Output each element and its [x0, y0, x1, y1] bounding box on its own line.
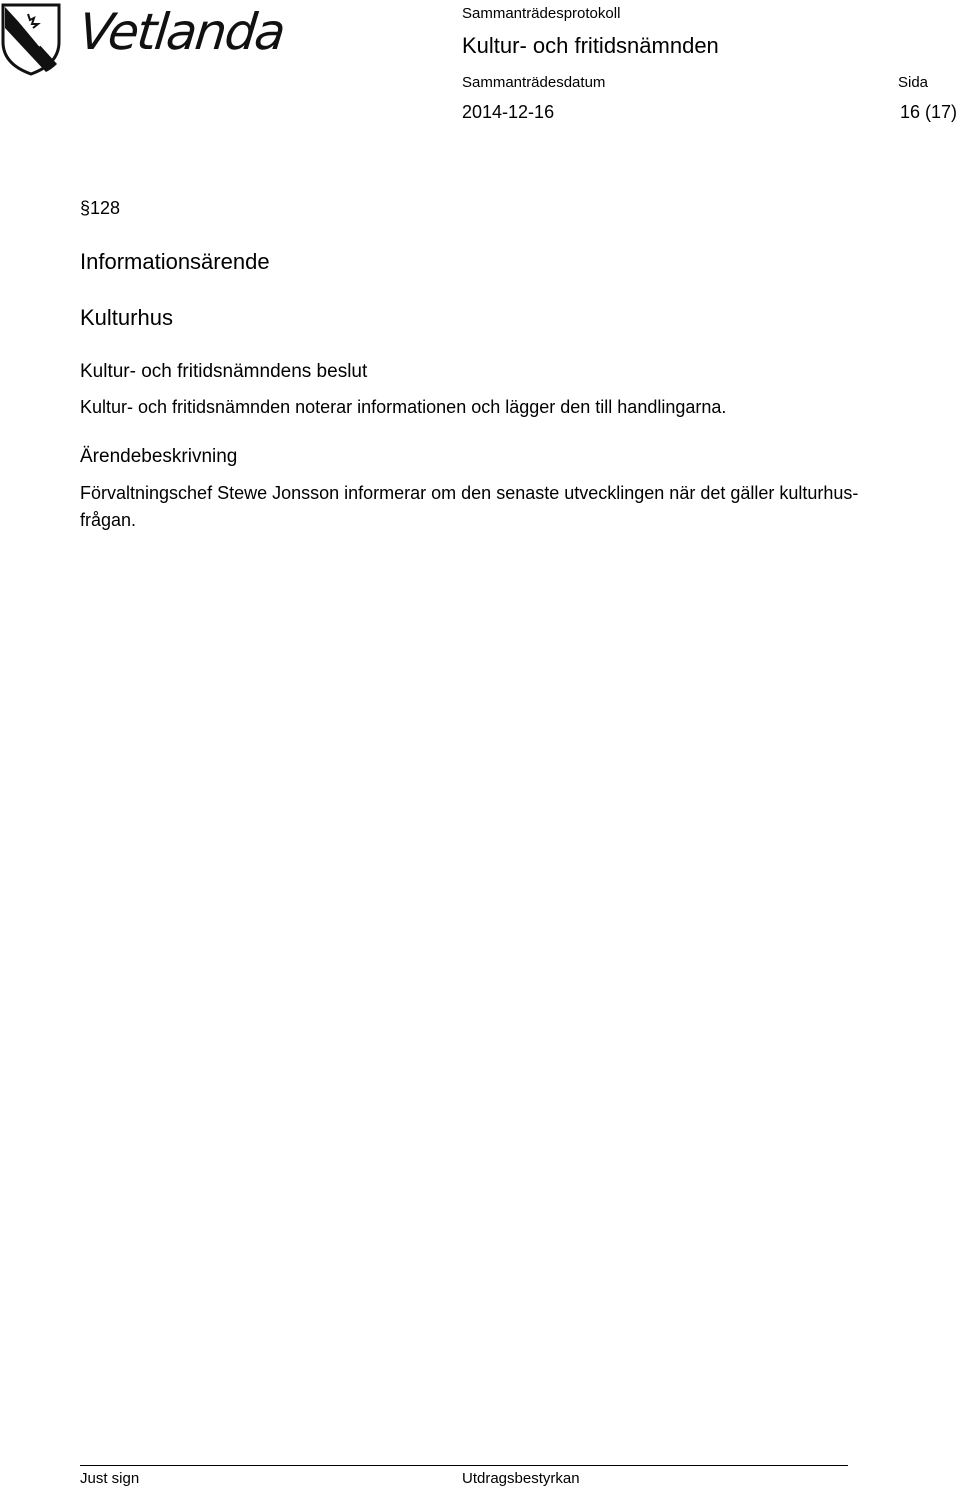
- document-type-label: Sammanträdesprotokoll: [462, 5, 621, 22]
- section-title: Informationsärende: [80, 249, 270, 274]
- section-number: §128: [80, 198, 121, 218]
- decision-heading: Kultur- och fritidsnämndens beslut: [80, 361, 368, 382]
- municipality-wordmark: Vetlanda: [76, 3, 287, 61]
- section-topic: Kulturhus: [80, 305, 173, 330]
- meeting-date-value: 2014-12-16: [462, 102, 555, 122]
- description-heading: Ärendebeskrivning: [80, 446, 238, 467]
- extract-certification-label: Utdragsbestyrkan: [462, 1470, 580, 1487]
- meeting-date-label: Sammanträdesdatum: [462, 74, 606, 91]
- footer-divider: [80, 1465, 848, 1466]
- municipal-coat-of-arms-icon: [0, 2, 62, 76]
- page-number: 16 (17): [900, 102, 958, 122]
- just-sign-label: Just sign: [80, 1470, 140, 1487]
- decision-text: Kultur- och fritidsnämnden noterar informationen och lägger den till handlingarna.: [80, 397, 727, 417]
- description-text: Förvaltningschef Stewe Jonsson informerar om den senaste utvecklingen när det gäller kulturhus-frågan.: [80, 483, 859, 530]
- board-name: Kultur- och fritidsnämnden: [462, 33, 719, 58]
- page-label: Sida: [898, 74, 929, 91]
